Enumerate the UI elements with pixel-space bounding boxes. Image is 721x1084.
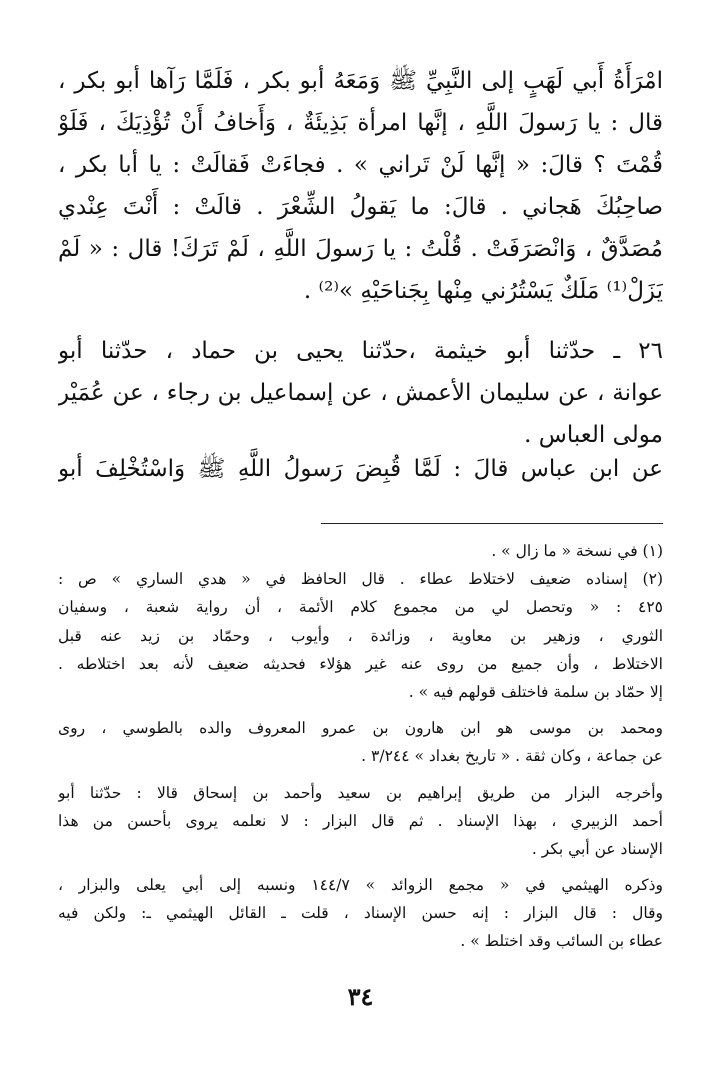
text-line: مُصَدَّقٌ ، وَانْصَرَفَتْ . قُلْتُ : يا رَسولَ اللَّهِ ، لَمْ تَرَكَ! قال : « لَمْ <box>58 236 663 262</box>
footnote-line: عن جماعة ، وكان ثقة . « تاريخ بغداد » ٣/٢٤٤ . <box>361 747 663 766</box>
text-line: مولى العباس . <box>524 422 663 448</box>
hadith-paragraph-1 <box>58 60 663 312</box>
hadith-paragraph-3 <box>58 448 663 490</box>
footnote-gap <box>58 863 663 871</box>
text-line: ٢٦ ـ حدّثنا أبو خيثمة ،حدّثنا يحيى بن حماد ، حدّثنا أبو <box>58 338 663 364</box>
footnote-line: عطاء بن السائب وقد اختلط » . <box>460 932 663 951</box>
footnote-line: أحمد الزبيري ، بهذا الإسناد . ثم قال البزار : لا نعلمه يروى بأحسن من هذا <box>58 811 663 830</box>
footnote-line: الاختلاط ، وأن جميع من روى عنه غير هؤلاء فحديثه ضعيف لأنه بعد اختلاطه . <box>58 654 663 673</box>
text-line: عوانة ، عن سليمان الأعمش ، عن إسماعيل بن رجاء ، عن عُمَيْر <box>58 380 663 406</box>
footnote-line: الإسناد عن أبي بكر . <box>531 839 663 858</box>
footnote-line: وأخرجه البزار من طريق إبراهيم بن سعيد وأحمد بن إسحاق قالا : حدّثنا أبو <box>58 783 663 802</box>
text-line: عن ابن عباس قالَ : لَمَّا قُبِضَ رَسولُ اللَّهِ ﷺ وَاسْتُخْلِفَ أبو <box>58 456 663 482</box>
footnote-gap <box>58 771 663 779</box>
footnote-line: ٤٢٥ : « وتحصل لي من مجموع كلام الأئمة ، أن رواية شعبة ، وسفيان <box>58 598 663 617</box>
footnote-line: وقال : قال البزار : إنه حسن الإسناد ، قلت ـ القائل الهيثمي ـ: ولكن فيه <box>58 904 663 923</box>
text-line: قال : يا رَسولَ اللَّهِ ، إنَّها امرأة بَذِيئَةٌ ، وَأَخافُ أَنْ تُؤْذِيَكَ ، فَلَوْ <box>58 110 663 136</box>
footnote-line: (٢) إسناده ضعيف لاختلاط عطاء . قال الحافظ في « هدي الساري » ص : <box>58 570 663 589</box>
footnote-line: إلا حمّاد بن سلمة فاختلف قولهم فيه » . <box>408 682 663 701</box>
footnote-line: (١) في نسخة « ما زال » . <box>491 542 663 560</box>
page-number: ٣٤ <box>347 982 374 1011</box>
footnote-line: الثوري ، وزهير بن معاوية ، وزائدة ، وأيوب ، وحمّاد بن زيد عنه قبل <box>58 626 663 645</box>
hadith-paragraph-2 <box>58 330 663 456</box>
footnote-line: وذكره الهيثمي في « مجمع الزوائد » ١٤٤/٧ ونسبه إلى أبي يعلى والبزار ، <box>58 876 663 895</box>
footnote-gap <box>58 706 663 714</box>
text-line: صاحِبُكَ هَجاني . قالَ: ما يَقولُ الشِّعْرَ . قالَتْ : أَنْتَ عِنْدي <box>58 194 663 220</box>
footnote-line: ومحمد بن موسى هو ابن هارون بن عمرو المعروف والده بالطوسي ، روى <box>58 719 663 738</box>
footnote-divider <box>321 523 663 524</box>
text-line: يَزَلْ⁽¹⁾ مَلَكٌ يَسْتُرُني مِنْها بِجَناحَيْهِ »⁽²⁾ . <box>303 278 663 304</box>
footnotes <box>58 537 663 956</box>
text-line: امْرَأَةُ أَبي لَهَبٍ إلى النَّبِيِّ ﷺ وَمَعَهُ أبو بكر ، فَلَمَّا رَآها أبو بكر ، <box>58 68 663 94</box>
text-line: قُمْتَ ؟ قالَ: « إنَّها لَنْ تَراني » . فجاءَتْ فَقالَتْ : يا أبا بكر ، <box>58 152 663 178</box>
